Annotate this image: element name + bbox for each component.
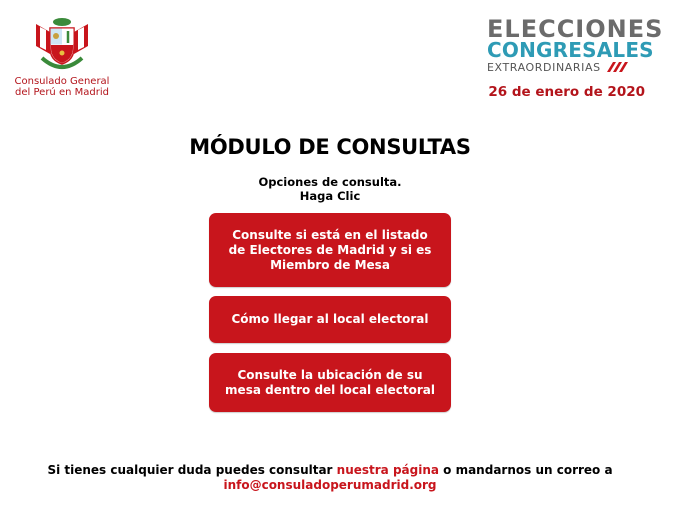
email-link[interactable]: info@consuladoperumadrid.org xyxy=(223,478,437,492)
congresales-text: CONGRESALES xyxy=(487,38,654,62)
subtitle-line1: Opciones de consulta. xyxy=(258,175,402,189)
subtitle xyxy=(0,175,660,203)
ballot-stripes-icon xyxy=(605,60,631,74)
consulado-logo xyxy=(14,14,110,98)
footer-text-before: Si tienes cualquier duda puedes consultar xyxy=(47,463,337,477)
footer xyxy=(0,463,660,493)
directions-button[interactable]: Cómo llegar al local electoral xyxy=(209,296,451,343)
elecciones-text: ELECCIONES xyxy=(487,15,664,43)
elecciones-logo xyxy=(487,15,664,74)
our-page-link[interactable]: nuestra página xyxy=(336,463,439,477)
page-title: MÓDULO DE CONSULTAS xyxy=(189,135,471,159)
consulado-line1: Consulado General xyxy=(14,76,110,87)
extraordinarias-text: EXTRAORDINARIAS xyxy=(487,60,601,74)
consult-voter-list-button[interactable]: Consulte si está en el listado de Electores de Madrid y si es Miembro de Mesa xyxy=(209,213,451,287)
footer-text-middle: o mandarnos un correo a xyxy=(438,463,613,477)
table-location-button[interactable]: Consulte la ubicación de su mesa dentro del local electoral xyxy=(209,353,451,412)
consulado-line2: del Perú en Madrid xyxy=(15,87,109,98)
coat-of-arms-icon xyxy=(30,14,94,74)
subtitle-line2: Haga Clic xyxy=(299,189,361,203)
consulado-name xyxy=(14,76,110,98)
election-date: 26 de enero de 2020 xyxy=(488,84,645,100)
